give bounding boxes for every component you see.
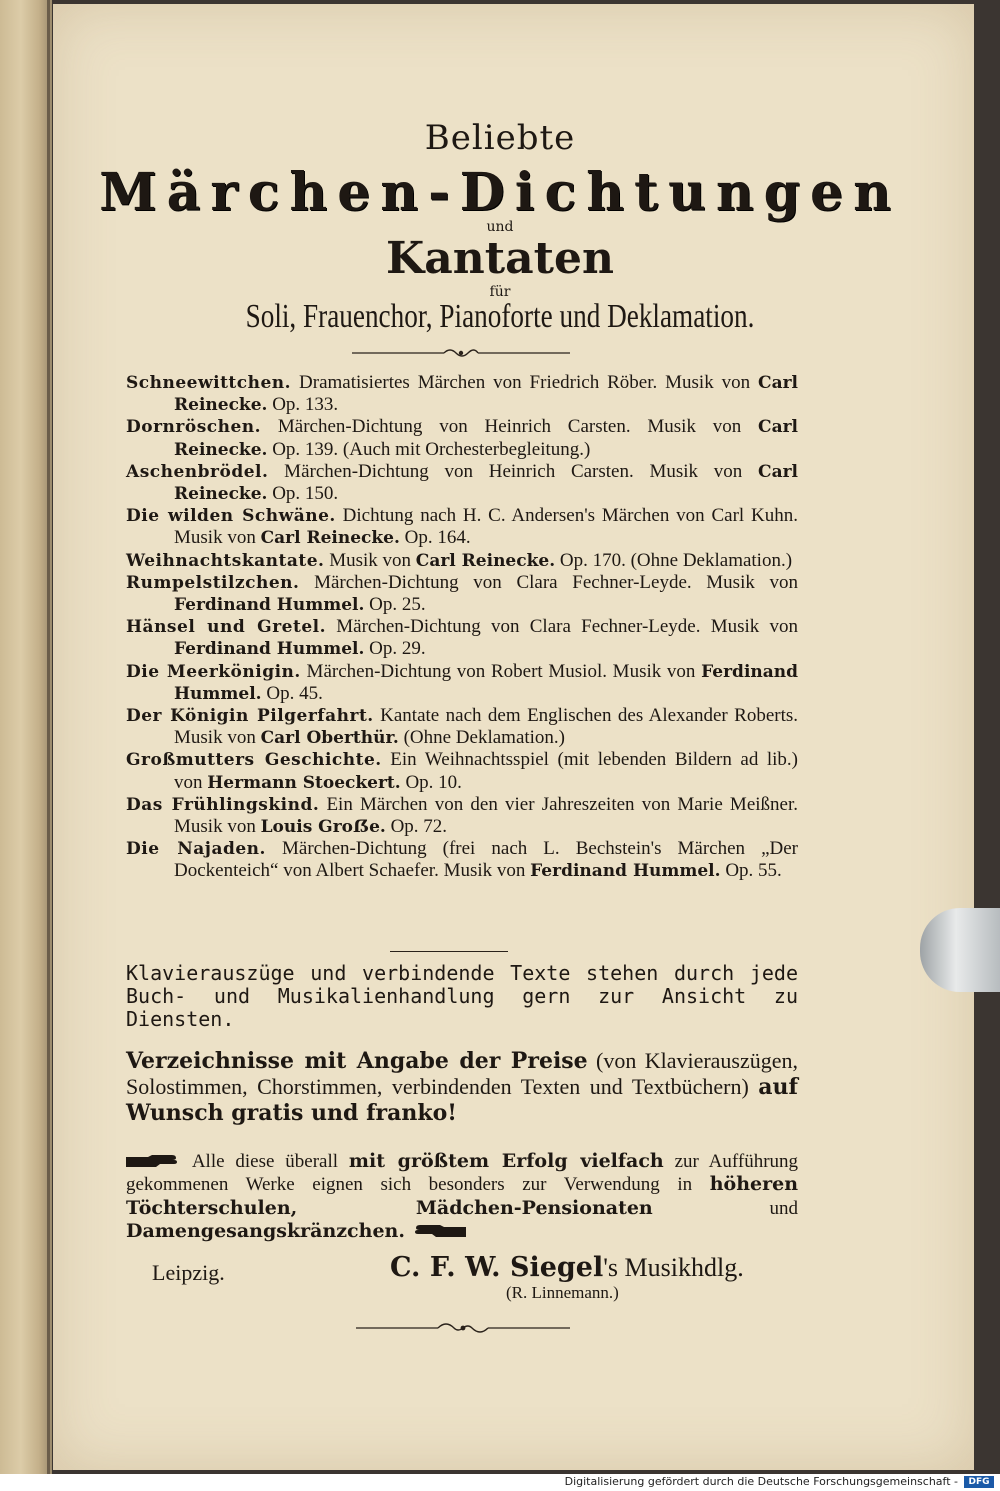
work-title: Dornröschen. (126, 417, 262, 438)
work-composer: Carl Reinecke. (174, 461, 799, 505)
works-list (126, 372, 798, 883)
work-opus: Op. 139. (Auch mit Orchesterbegleitung.) (272, 438, 591, 460)
list-item (126, 616, 798, 660)
list-item (126, 749, 798, 793)
work-composer: Ferdinand Hummel. (174, 639, 365, 660)
work-description: Märchen-Dichtung von Clara Fechner-Leyde. Musik von (314, 571, 798, 593)
catalog-bold-lead: Verzeichnisse mit Angabe der Preise (126, 1048, 588, 1074)
list-item (126, 550, 798, 572)
work-description: Märchen-Dichtung von Heinrich Carsten. Musik von (277, 416, 742, 438)
title-line-maerchen-dichtungen: Märchen-Dichtungen (99, 162, 901, 223)
work-opus: Op. 170. (Ohne Deklamation.) (559, 549, 793, 571)
title-line-kantaten: Kantaten (386, 233, 614, 284)
imprint-publisher (390, 1252, 744, 1283)
work-description: Märchen-Dichtung von Robert Musiol. Musik von (306, 660, 696, 682)
title-line-besetzung: Soli, Frauenchor, Pianoforte und Deklamation. (245, 298, 755, 335)
list-item (126, 572, 798, 616)
ornament-divider-bottom (356, 1320, 570, 1336)
dfg-logo: DFG (964, 1476, 994, 1488)
title-line-beliebte: Beliebte (424, 118, 576, 158)
piano-score-notice: Klavierauszüge und verbindende Texte stehen durch jede Buch- und Musikalienhandlung gern zur Ansicht zu Diensten. (126, 961, 798, 1031)
list-item (126, 505, 798, 549)
recommend-bold1: mit größtem Erfolg vielfach (348, 1150, 664, 1172)
work-opus: Op. 10. (405, 771, 462, 793)
work-title: Hänsel und Gretel. (126, 617, 327, 638)
work-opus: Op. 45. (266, 682, 323, 704)
work-opus: Op. 164. (404, 527, 471, 549)
work-opus: Op. 55. (725, 860, 782, 882)
list-item (126, 794, 798, 838)
title-line-und: und (486, 219, 514, 235)
catalog-bold-offer: auf Wunsch gratis und franko! (126, 1074, 799, 1126)
work-title: Die wilden Schwäne. (126, 506, 336, 527)
short-rule (390, 951, 508, 952)
list-item (126, 461, 798, 505)
catalog-notice (126, 1048, 798, 1126)
work-title: Weihnachtskantate. (126, 550, 325, 571)
work-composer: Ferdinand Hummel. (174, 595, 365, 616)
recommend-bold2: höheren Töchterschulen, Mädchen-Pensionaten (126, 1173, 799, 1219)
work-opus: Op. 25. (369, 594, 426, 616)
work-composer: Carl Reinecke. (260, 528, 400, 549)
publisher-name: C. F. W. Siegel (390, 1252, 604, 1283)
work-description: Musik von (329, 549, 412, 571)
work-title: Großmutters Geschichte. (126, 750, 382, 771)
work-opus: Op. 29. (369, 638, 426, 660)
work-title: Rumpelstilzchen. (126, 572, 300, 593)
work-description: Kantate nach dem Englischen des Alexander Roberts. Musik von (174, 705, 799, 749)
work-title: Die Najaden. (126, 839, 266, 860)
pointing-hand-right-icon (126, 1152, 182, 1166)
work-description: Dramatisiertes Märchen von Friedrich Röber. Musik von (299, 372, 751, 393)
work-title: Das Frühlingskind. (126, 794, 320, 815)
work-composer: Carl Reinecke. (174, 417, 799, 460)
recommend-bold3: Damengesangskränzchen. (126, 1220, 405, 1243)
work-composer: Ferdinand Hummel. (530, 861, 721, 882)
work-title: Der Königin Pilgerfahrt. (126, 706, 374, 727)
digitization-footer (0, 1474, 1000, 1491)
list-item (126, 661, 798, 705)
work-description: Ein Weihnachtsspiel (mit lebenden Bildern ad lib.) von (174, 749, 799, 793)
work-description: Dichtung nach H. C. Andersen's Märchen von Carl Kuhn. Musik von (174, 505, 798, 549)
work-description: Märchen-Dichtung von Clara Fechner-Leyde. Musik von (336, 616, 799, 638)
work-description: Ein Märchen von den vier Jahreszeiten von Marie Meißner. Musik von (174, 793, 799, 838)
footer-credit: Digitalisierung gefördert durch die Deutsche Forschungsgemeinschaft - (564, 1475, 958, 1488)
page-tab-marker (920, 908, 1000, 992)
list-item (126, 838, 798, 882)
imprint-owner: (R. Linnemann.) (506, 1283, 619, 1302)
work-description: Märchen-Dichtung (frei nach L. Bechstein's Märchen „Der Dockenteich“ von Albert Schaefer. Musik von (174, 838, 799, 882)
recommend-part1: Alle diese überall (191, 1151, 339, 1172)
catalog-details: (von Klavierauszügen, Solostimmen, Chorstimmen, verbindenden Texten und Textbüchern) (126, 1048, 799, 1099)
work-composer: Ferdinand Hummel. (174, 661, 799, 704)
work-title: Aschenbrödel. (126, 461, 269, 482)
work-composer: Hermann Stoeckert. (207, 772, 401, 793)
recommend-part2: zur Aufführung gekommenen Werke eignen sich besonders zur Verwendung in (126, 1151, 799, 1196)
recommendation-notice (126, 1150, 798, 1244)
recommend-part3: und (769, 1197, 798, 1219)
work-title: Die Meerkönigin. (126, 661, 301, 682)
work-title: Schneewittchen. (126, 373, 292, 393)
work-opus: (Ohne Deklamation.) (403, 727, 566, 749)
work-composer: Louis Groẞe. (260, 817, 386, 838)
work-opus: Op. 150. (272, 483, 339, 505)
pointing-hand-left-icon (410, 1222, 466, 1236)
work-description: Märchen-Dichtung von Heinrich Carsten. Musik von (284, 460, 743, 482)
title-line-fuer: für (489, 284, 511, 300)
work-composer: Carl Oberthür. (260, 728, 399, 749)
imprint-city: Leipzig. (152, 1260, 225, 1285)
list-item (126, 372, 798, 416)
work-opus: Op. 133. (272, 394, 339, 416)
ornament-divider-top (352, 346, 570, 360)
work-opus: Op. 72. (390, 816, 448, 838)
publisher-suffix: 's Musikhdlg. (603, 1253, 744, 1282)
list-item (126, 705, 798, 749)
work-composer: Carl Reinecke. (415, 550, 556, 571)
work-composer: Carl Reinecke. (174, 373, 799, 416)
list-item (126, 416, 798, 460)
